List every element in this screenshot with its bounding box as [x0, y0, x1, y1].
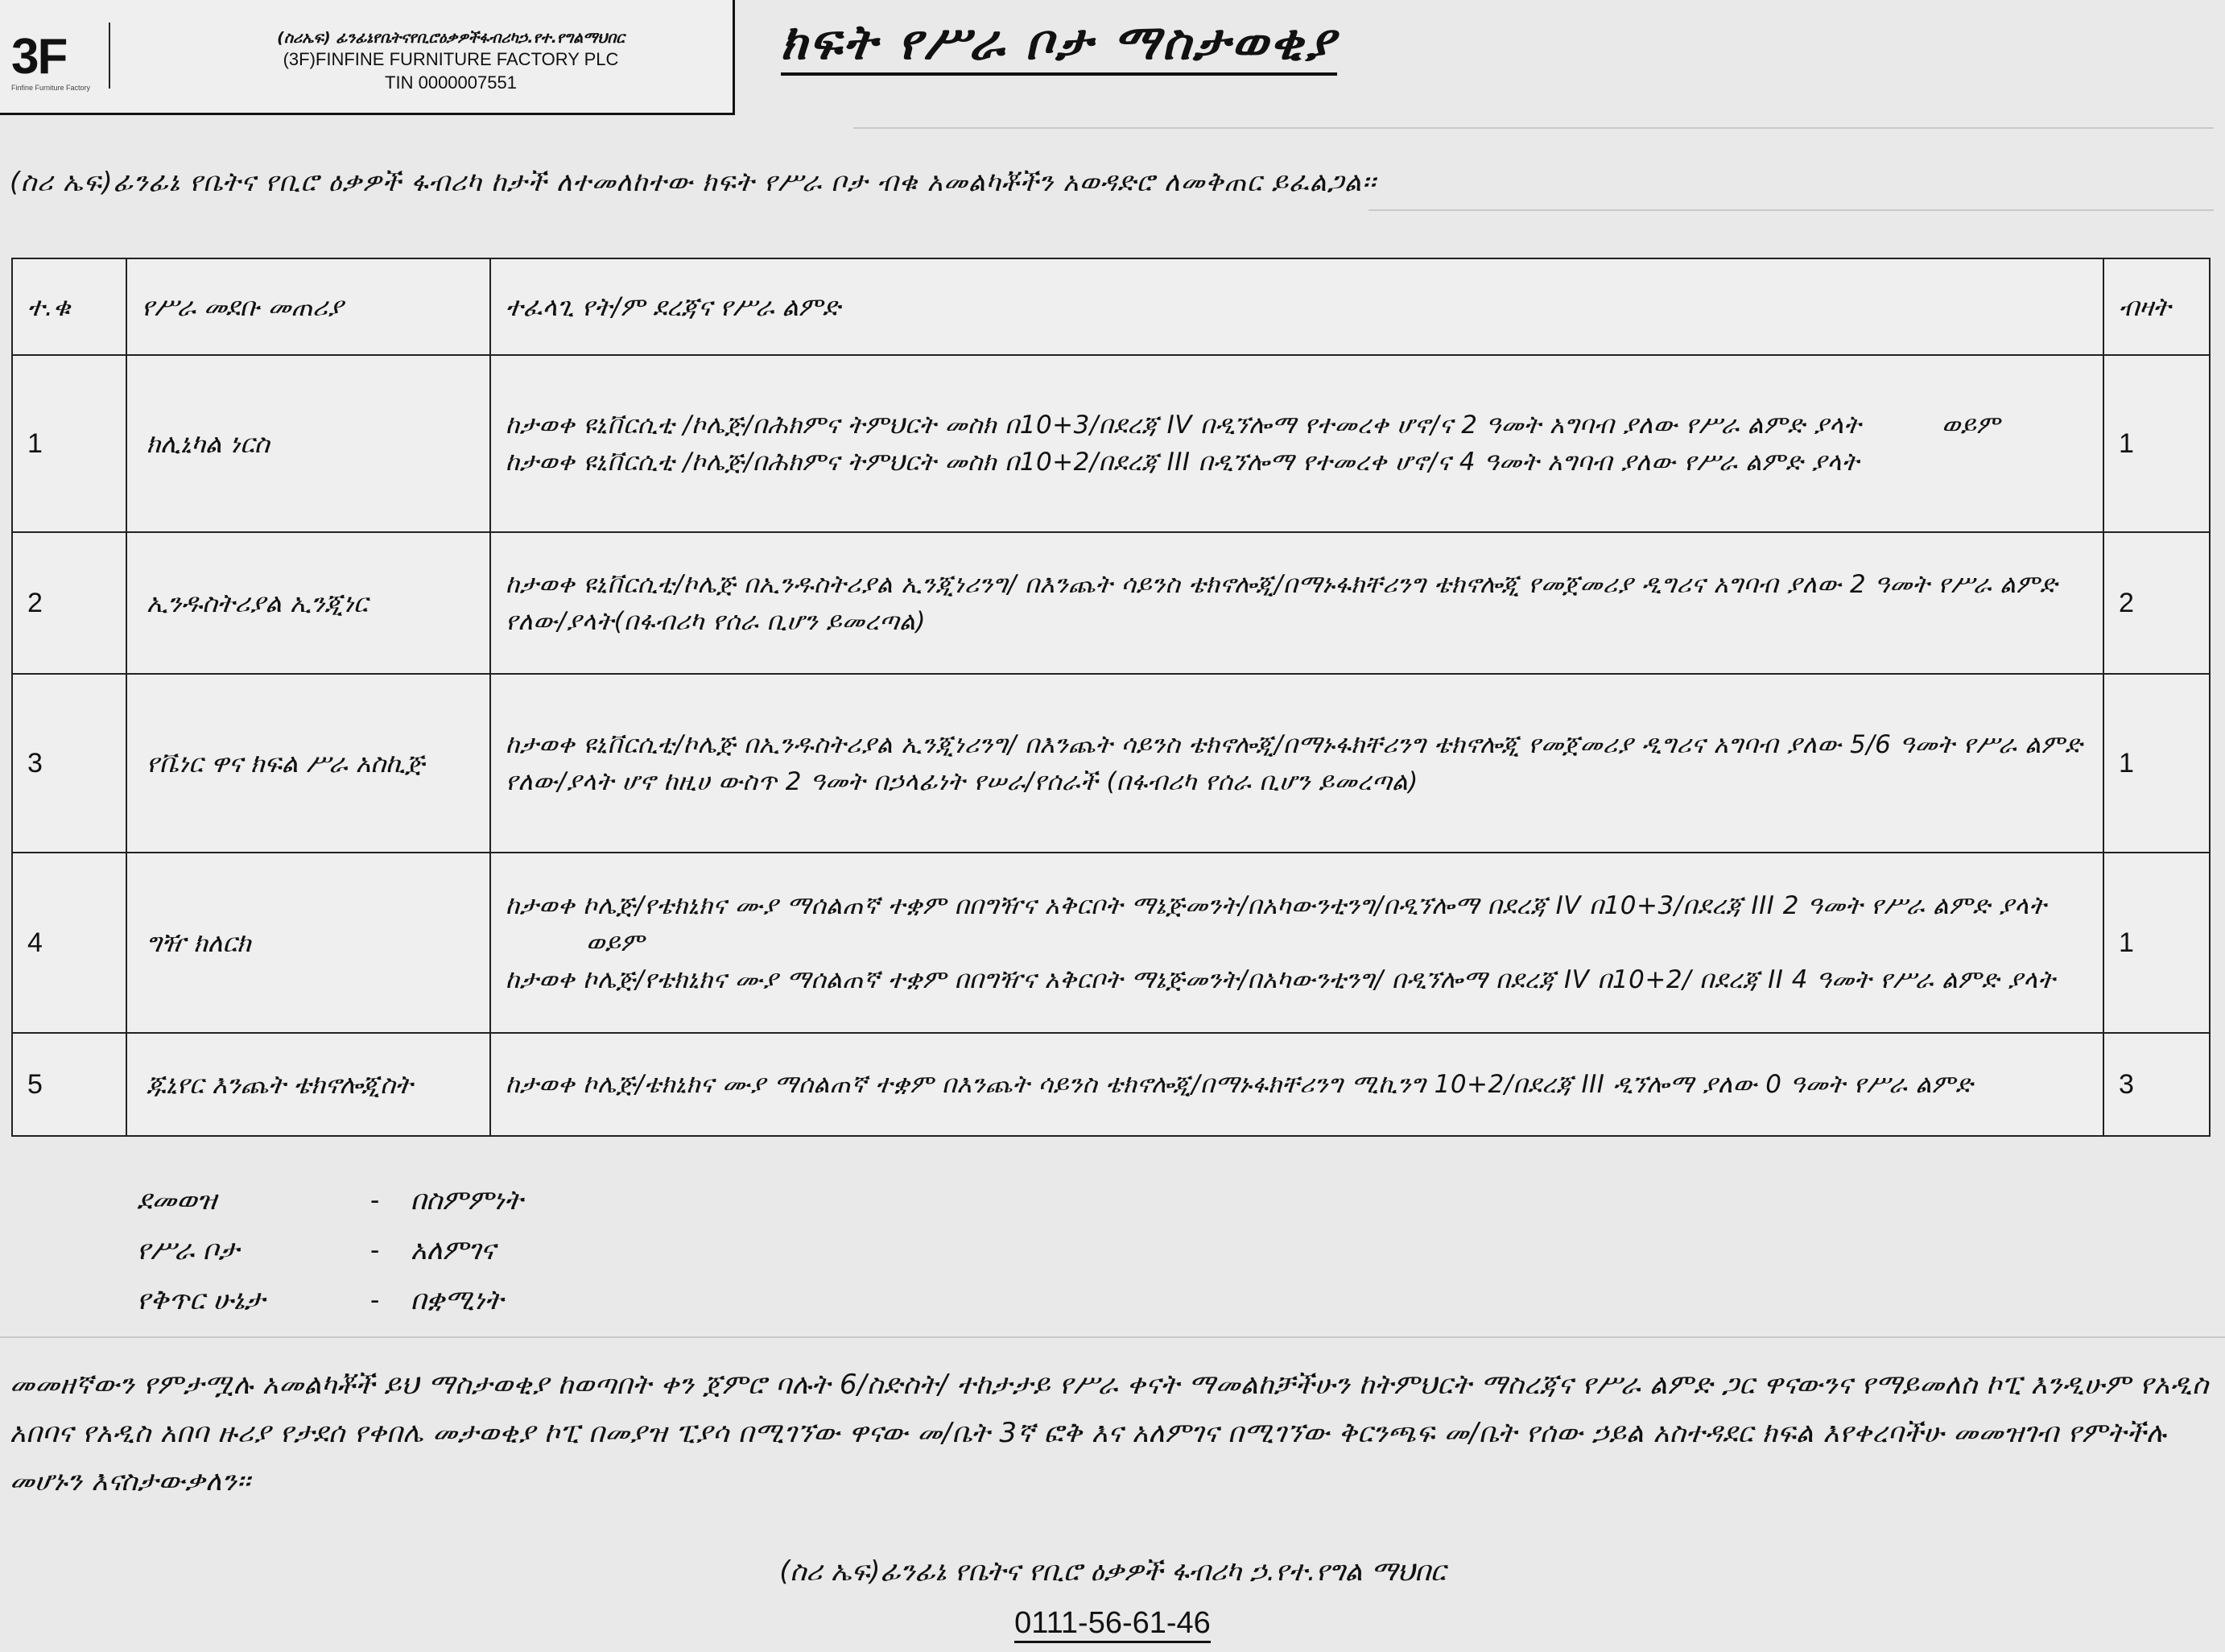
employment-terms	[137, 1175, 522, 1325]
term-salary	[137, 1175, 522, 1225]
footer-phone	[0, 1606, 2225, 1641]
logo-mark: 3F	[11, 29, 67, 85]
table-row	[12, 674, 2210, 853]
company-logo	[11, 29, 91, 92]
row-quantity: 1	[2103, 853, 2210, 1033]
bleed-line	[853, 127, 2214, 129]
term-label: ደመወዝ	[137, 1184, 217, 1216]
table-row	[12, 853, 2210, 1033]
application-instructions: መመዘኛውን የምታሟሉ አመልካቾች ይህ ማስታወቂያ ከወጣበት ቀን ጀምሮ ባሉት 6/ስድስት/ ተከታታይ የሥራ ቀናት ማመልከቻችሁን ከትምህርት ማስረጃና የሥራ ልምድ ጋር ዋናውንና የማይመለስ ኮፒ እንዲሁም የአዲስ አበባና የአዲስ አበባ ዙሪያ የታደሰ የቀበሌ መታወቂያ ኮፒ በመያዝ ፒያሳ በሚገኘው ዋናው መ/ቤት 3ኛ ፎቅ እና አለምገና በሚገኘው ቅርንጫፍ መ/ቤት የሰው ኃይል አስተዳደር ክፍል እየቀረባችሁ መመዝገብ የምትችሉ መሆኑን እናስታውቃለን፡፡	[10, 1369, 2209, 1497]
intro-paragraph: (ስሪ ኤፍ)ፊንፊኔ የቤትና የቢሮ ዕቃዎች ፋብሪካ ከታች ለተመለከተው ክፍት የሥራ ቦታ ብቁ አመልካቾችን አወዳድሮ ለመቅጠር ይፈልጋል፡፡	[10, 166, 1377, 197]
or-label: ወይም	[586, 928, 645, 957]
term-value: በቋሚነት	[411, 1284, 504, 1316]
company-info	[185, 29, 716, 93]
announcement-title: ክፍት የሥራ ቦታ ማስታወቂያ	[781, 14, 1337, 76]
row-quantity: 1	[2103, 674, 2210, 853]
table-row	[12, 1033, 2210, 1136]
term-workplace	[137, 1225, 522, 1275]
row-requirement: ከታወቀ ዩኒቨርሲቲ/ኮሌጅ በኢንዱስትሪያል ኢንጂነሪንግ/ በእንጨት ሳይንስ ቴክኖሎጂ/በማኑፋክቸሪንግ ቴክኖሎጂ የመጀመሪያ ዲግሪና አግባብ ያለው 5/6 ዓመት የሥራ ልምድ የለው/ያላት ሆኖ ከዚሀ ውስጥ 2 ዓመት በኃላፊነት የሠራ/የሰራች (በፋብሪካ የሰራ ቢሆን ይመረጣል)	[490, 674, 2103, 853]
table-row	[12, 532, 2210, 674]
company-header	[0, 0, 735, 115]
header-position: የሥራ መደቡ መጠሪያ	[126, 258, 490, 355]
row-no: 4	[12, 853, 126, 1033]
row-requirement: ከታወቀ ኮሌጅ/ቴክኒክና ሙያ ማሰልጠኛ ተቋም በእንጨት ሳይንስ ቴክኖሎጂ/በማኑፋክቸሪንግ ሚኪንግ 10+2/በደረጃ III ዲኘሎማ ያለው 0 ዓመት የሥራ ልምድ	[490, 1033, 2103, 1136]
row-requirement	[490, 355, 2103, 532]
row-quantity: 1	[2103, 355, 2210, 532]
term-label: የሥራ ቦታ	[137, 1234, 239, 1266]
term-employment-type	[137, 1275, 522, 1325]
term-separator: -	[370, 1184, 380, 1216]
term-separator: -	[370, 1284, 380, 1315]
table-header-row	[12, 258, 2210, 355]
requirement-text: ከታወቀ ኮሌጅ/የቴክኒክና ሙያ ማሰልጠኛ ተቋም በበግዥና አቅርቦት ማኔጅመንት/በአካውንቲንግ/በዲኘሎማ በደረጃ IV በ10+3/በደረጃ III 2 ዓመት የሥራ ልምድ ያላትወይም	[506, 887, 2088, 961]
term-label: የቅጥር ሁኔታ	[137, 1284, 265, 1316]
row-quantity: 2	[2103, 532, 2210, 674]
row-quantity: 3	[2103, 1033, 2210, 1136]
company-name-english: (3F)FINFINE FURNITURE FACTORY PLC	[283, 49, 619, 69]
term-value: በስምምነት	[411, 1184, 523, 1216]
term-value: አለምገና	[411, 1234, 496, 1266]
row-requirement	[490, 853, 2103, 1033]
row-position: የቬነር ዋና ክፍል ሥራ አስኪጅ	[126, 674, 490, 853]
term-separator: -	[370, 1234, 380, 1266]
header-requirement: ተፈላጊ የት/ም ደረጃና የሥራ ልምድ	[490, 258, 2103, 355]
company-name-amharic: (ስሪኤፍ) ፊንፊኔየቤትናየቢሮዕቃዎችፋብሪካኃ.የተ.የግልማህበር	[277, 29, 625, 47]
or-label: ወይም	[1942, 411, 2000, 440]
phone-number: 0111-56-61-46	[1014, 1606, 1211, 1643]
header-divider	[109, 23, 110, 89]
bleed-line	[1368, 209, 2214, 211]
requirement-text-alt: ከታወቀ ኮሌጅ/የቴክኒክና ሙያ ማሰልጠኛ ተቋም በበግዥና አቅርቦት ማኔጅመንት/በአካውንቲንግ/ በዲኘሎማ በደረጃ IV በ10+2/ በደረጃ II 4 ዓመት የሥራ ልምድ ያላት	[506, 965, 2056, 994]
company-tin: TIN 0000007551	[385, 72, 517, 93]
row-position: ኢንዱስትሪያል ኢንጂነር	[126, 532, 490, 674]
vacancy-table	[11, 258, 2211, 1137]
row-no: 3	[12, 674, 126, 853]
row-requirement: ከታወቀ ዩኒቨርሲቲ/ኮሌጅ በኢንዱስትሪያል ኢንጂነሪንግ/ በእንጨት ሳይንስ ቴክኖሎጂ/በማኑፋክቸሪንግ ቴክኖሎጂ የመጀመሪያ ዲግሪና አግባብ ያለው 2 ዓመት የሥራ ልምድ የለው/ያላት(በፋብሪካ የሰራ ቢሆን ይመረጣል)	[490, 532, 2103, 674]
bleed-line	[0, 1336, 2225, 1338]
row-no: 5	[12, 1033, 126, 1136]
row-position: ግዥ ክለርክ	[126, 853, 490, 1033]
requirement-text: ከታወቀ ዩኒቨርሲቲ /ኮሌጅ/በሕክምና ትምህርት መስክ በ10+3/በደረጃ IV በዲኘሎማ የተመረቀ ሆኖ/ና 2 ዓመት አግባብ ያለው የሥራ ልምድ ያላት ወይም	[506, 407, 2088, 444]
row-no: 1	[12, 355, 126, 532]
footer-company-name: (ስሪ ኤፍ)ፊንፊኔ የቤትና የቢሮ ዕቃዎች ፋብሪካ ኃ.የተ.የግል ማህበር	[779, 1555, 1446, 1588]
row-position: ክሊኒካል ነርስ	[126, 355, 490, 532]
requirement-text-alt: ከታወቀ ዩኒቨርሲቲ /ኮሌጅ/በሕክምና ትምህርት መስክ በ10+2/በደረጃ III በዲኘሎማ የተመረቀ ሆኖ/ና 4 ዓመት አግባብ ያለው የሥራ ልምድ ያላት	[506, 448, 1860, 477]
row-no: 2	[12, 532, 126, 674]
row-position: ጁኒየር እንጨት ቴክኖሎጂስት	[126, 1033, 490, 1136]
header-no: ተ.ቁ	[12, 258, 126, 355]
table-row	[12, 355, 2210, 532]
header-quantity: ብዛት	[2103, 258, 2210, 355]
logo-tagline: Finfine Furniture Factory	[11, 84, 91, 92]
